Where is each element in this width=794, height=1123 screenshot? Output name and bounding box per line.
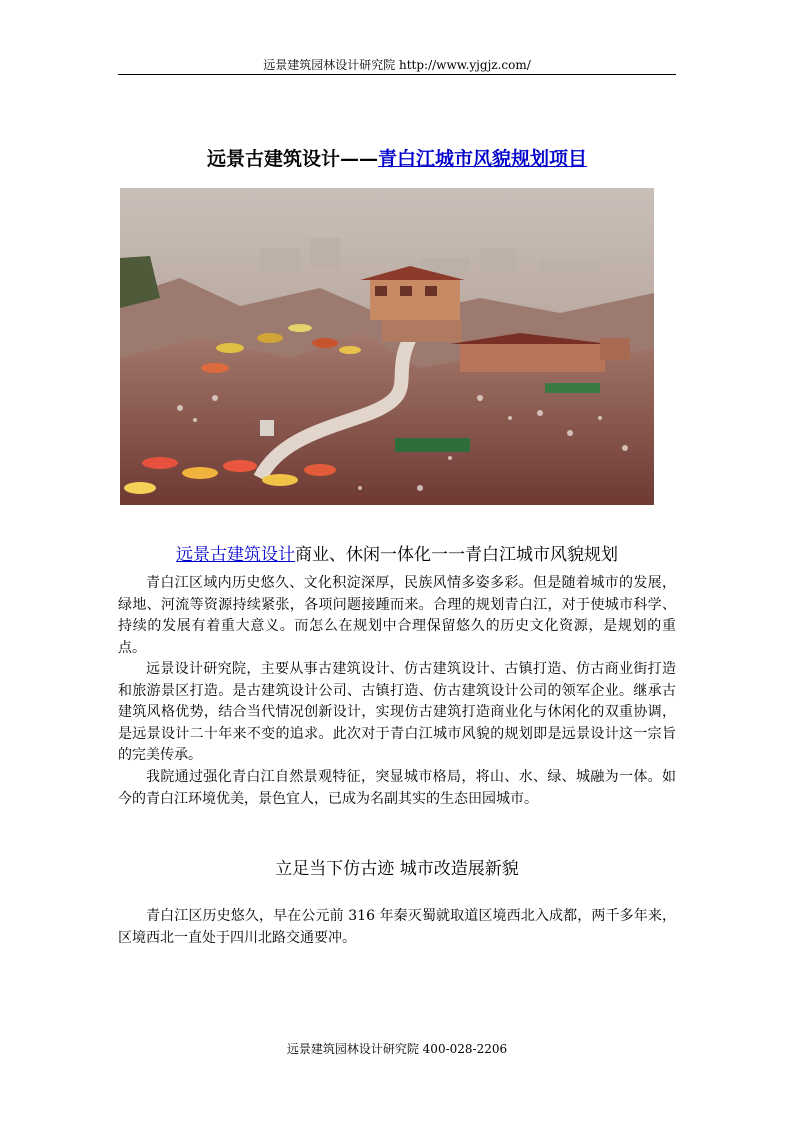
paragraph-3: 我院通过强化青白江自然景观特征，突显城市格局，将山、水、绿、城融为一体。如今的青白江环境优美，景色宜人，已成为名副其实的生态田园城市。 [118, 769, 676, 807]
subtitle-link[interactable]: 远景古建筑设计 [176, 545, 295, 565]
section-heading: 立足当下仿古迹 城市改造展新貌 [275, 859, 519, 879]
header-divider [118, 74, 676, 75]
paragraph-2: 远景设计研究院，主要从事古建筑设计、仿古建筑设计、古镇打造、仿古商业街打造和旅游景区打造。是古建筑设计公司、古镇打造、仿古建筑设计公司的领军企业。继承古建筑风格优势，结合当代情况创新设计，实现仿古建筑打造商业化与休闲化的双重协调，是远景设计二十年来不变的追求。此次对于青白江城市风貌的规划即是远景设计这一宗旨的完美传承。 [118, 661, 676, 763]
title-prefix: 远景古建筑设计—— [206, 148, 378, 170]
page-header: 远景建筑园林设计研究院 http://www.yjgjz.com/ [263, 58, 531, 72]
article-subtitle [118, 543, 676, 567]
document-title [118, 146, 676, 172]
subtitle-rest: 商业、休闲一体化一一青白江城市风貌规划 [295, 545, 618, 565]
paragraph-1: 青白江区域内历史悠久、文化积淀深厚，民族风情多姿多彩。但是随着城市的发展，绿地、河流等资源持续紧张，各项问题接踵而来。合理的规划青白江，对于使城市科学、持续的发展有着重大意义。而怎么在规划中合理保留悠久的历史文化资源，是规划的重点。 [118, 575, 676, 656]
landscape-photo [120, 188, 654, 505]
page-footer: 远景建筑园林设计研究院 400-028-2206 [286, 1042, 508, 1056]
title-link[interactable]: 青白江城市风貌规划项目 [378, 148, 588, 170]
paragraph-4: 青白江区历史悠久，早在公元前 316 年秦灭蜀就取道区境西北入成都，两千多年来，区境西北一直处于四川北路交通要冲。 [118, 908, 676, 946]
